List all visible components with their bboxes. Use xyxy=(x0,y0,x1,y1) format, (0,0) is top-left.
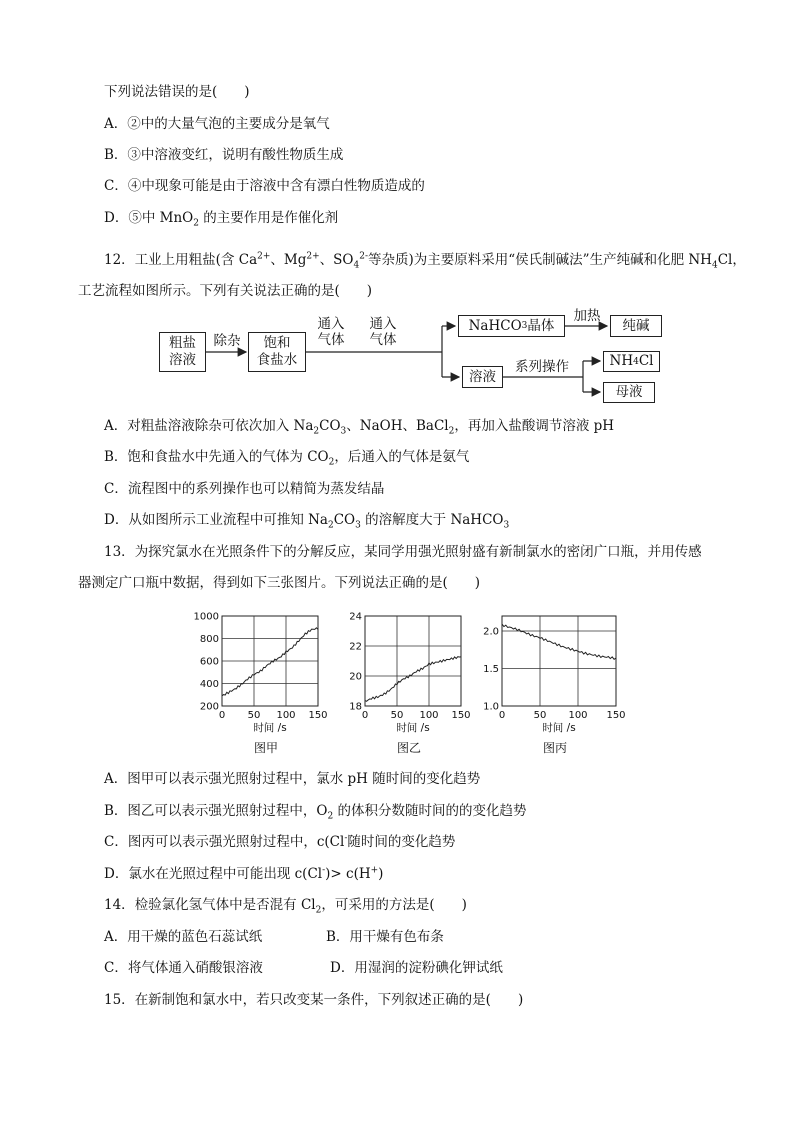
x-tick-label: 50 xyxy=(390,710,404,721)
y-tick-label: 1000 xyxy=(193,611,219,623)
box-solution: 溶液 xyxy=(462,366,503,388)
option-letter: A． xyxy=(104,116,128,132)
option-text: ，再加入盐酸调节溶液 pH xyxy=(454,418,615,434)
superscript: 2- xyxy=(359,251,368,262)
x-tick-label: 0 xyxy=(498,710,506,721)
x-tick-label: 0 xyxy=(361,710,369,721)
subscript: 4 xyxy=(711,260,718,271)
option-text: )> c(H xyxy=(325,866,371,882)
superscript: - xyxy=(344,833,348,844)
superscript: + xyxy=(370,865,379,876)
option-text: 、NaOH、BaCl xyxy=(346,418,449,434)
option-text: 饱和食盐水中先通入的气体为 CO xyxy=(127,449,329,465)
chart-caption: 图丙 xyxy=(542,741,568,755)
option-letter: A． xyxy=(104,418,128,434)
box-text: 粗盐 xyxy=(169,335,196,351)
q13-option-c xyxy=(104,834,455,850)
box-text: 食盐水 xyxy=(256,352,298,368)
option-text: 图甲可以表示强光照射过程中，氯水 pH 随时间的变化趋势 xyxy=(127,771,481,787)
q13-stem-line1 xyxy=(104,544,702,560)
option-text: 图乙可以表示强光照射过程中，O xyxy=(127,803,328,819)
option-letter: D． xyxy=(104,210,129,226)
x-tick-label: 0 xyxy=(218,710,226,721)
box-text: 晶体 xyxy=(527,317,555,334)
y-tick-label: 18 xyxy=(349,701,362,713)
subscript: 3 xyxy=(503,520,510,531)
x-tick-label: 150 xyxy=(451,710,471,721)
y-tick-label: 22 xyxy=(349,641,362,653)
x-tick-label: 100 xyxy=(568,710,588,721)
label-text: 通入 xyxy=(369,316,397,332)
q12-option-b xyxy=(104,449,470,468)
box-text: NH xyxy=(609,353,634,369)
q14-stem xyxy=(104,897,467,916)
y-tick-label: 1.5 xyxy=(483,664,499,675)
q11-prompt: 下列说法错误的是( ) xyxy=(104,84,250,100)
option-text: ，后通入的气体是氨气 xyxy=(334,449,470,465)
stem-text: 、SO xyxy=(319,252,354,268)
option-text: ⑤中 MnO xyxy=(128,210,194,226)
subscript: 4 xyxy=(353,260,360,271)
box-text: 饱和 xyxy=(263,335,291,351)
option-text: 图丙可以表示强光照射过程中，c(Cl xyxy=(127,834,345,850)
option-text: 氯水在光照过程中可能出现 c(Cl xyxy=(128,866,323,882)
option-letter: B． xyxy=(104,147,128,163)
stem-text: Cl， xyxy=(717,252,746,268)
y-tick-label: 24 xyxy=(349,611,362,623)
superscript: - xyxy=(322,865,326,876)
q15-stem xyxy=(104,992,523,1008)
series-line xyxy=(365,657,461,702)
chart-caption: 图乙 xyxy=(396,741,422,755)
option-letter: C． xyxy=(104,178,128,194)
box-soda-ash: 纯碱 xyxy=(610,315,662,337)
label-text: 通入 xyxy=(317,316,345,332)
q14-option-b xyxy=(326,929,444,945)
charts-container xyxy=(0,600,794,770)
label-text: 气体 xyxy=(317,332,345,348)
option-text: ②中的大量气泡的主要成分是氧气 xyxy=(127,116,330,132)
box-text: 溶液 xyxy=(169,352,196,368)
question-number: 14． xyxy=(104,897,135,913)
option-text: 流程图中的系列操作也可以精简为蒸发结晶 xyxy=(127,481,385,497)
option-letter: D． xyxy=(104,512,129,528)
box-nh4cl: NH 4 Cl xyxy=(603,351,660,372)
box-text: Cl xyxy=(638,353,654,369)
option-text: 对粗盐溶液除杂可依次加入 Na xyxy=(127,418,314,434)
x-axis-label: 时间 /s xyxy=(396,722,430,734)
stem-text: ，可采用的方法是( ) xyxy=(321,897,467,913)
option-letter: B． xyxy=(326,929,350,945)
q13-option-d xyxy=(104,866,383,882)
label-series-operations: 系列操作 xyxy=(515,359,569,375)
subscript: 3 xyxy=(355,520,361,531)
label-gas-1 xyxy=(313,316,349,348)
q12-stem-line2: 工艺流程如图所示。下列有关说法正确的是( ) xyxy=(78,283,373,299)
x-axis-label: 时间 /s xyxy=(253,722,287,734)
y-tick-label: 600 xyxy=(199,656,219,668)
label-remove-impurities: 除杂 xyxy=(213,333,241,349)
option-text: 的体积分数随时间的的变化趋势 xyxy=(333,803,527,819)
x-tick-label: 100 xyxy=(276,710,296,721)
x-tick-label: 50 xyxy=(247,710,261,721)
box-crude-salt-solution xyxy=(159,332,206,372)
box-text: NaHCO xyxy=(468,317,522,334)
flow-arrows xyxy=(0,0,794,420)
option-text: 用干燥有色布条 xyxy=(349,929,444,945)
y-tick-label: 200 xyxy=(199,701,219,713)
stem-text: 在新制饱和氯水中，若只改变某一条件，下列叙述正确的是( ) xyxy=(134,992,524,1008)
superscript: 2+ xyxy=(257,251,271,262)
option-text: 随时间的变化趋势 xyxy=(347,834,456,850)
q14-option-d xyxy=(330,960,503,976)
series-line xyxy=(222,628,318,696)
y-tick-label: 800 xyxy=(199,634,219,645)
option-text: 将气体通入硝酸银溶液 xyxy=(127,960,263,976)
stem-text: 为探究氯水在光照条件下的分解反应，某同学用强光照射盛有新制氯水的密闭广口瓶，并用传感 xyxy=(134,544,702,560)
stem-text: 、Mg xyxy=(270,252,307,268)
stem-text: 检验氯化氢气体中是否混有 Cl xyxy=(134,897,316,913)
option-letter: B． xyxy=(104,803,128,819)
option-text: 用湿润的淀粉碘化钾试纸 xyxy=(354,960,503,976)
stem-text: 等杂质)为主要原料采用“侯氏制碱法”生产纯碱和化肥 NH xyxy=(368,252,712,268)
q12-option-d xyxy=(104,512,510,531)
question-number: 12． xyxy=(104,252,135,268)
chart-caption: 图甲 xyxy=(253,741,279,755)
x-tick-label: 150 xyxy=(308,710,328,721)
option-letter: D． xyxy=(330,960,355,976)
y-tick-label: 400 xyxy=(199,679,219,690)
q13-stem-line2: 器测定广口瓶中数据，得到如下三张图片。下列说法正确的是( ) xyxy=(78,575,481,591)
option-letter: C． xyxy=(104,834,128,850)
x-tick-label: 50 xyxy=(533,710,547,721)
option-text: 用干燥的蓝色石蕊试纸 xyxy=(127,929,263,945)
question-number: 15． xyxy=(104,992,135,1008)
option-letter: B． xyxy=(104,449,128,465)
option-text: 的主要作用是作催化剂 xyxy=(198,210,339,226)
option-letter: A． xyxy=(104,771,128,787)
option-text: ③中溶液变红，说明有酸性物质生成 xyxy=(127,147,344,163)
option-letter: C． xyxy=(104,481,128,497)
box-nahco3-crystal: NaHCO 3 晶体 xyxy=(458,315,565,337)
subscript: 2 xyxy=(193,218,199,229)
subscript: 2 xyxy=(313,426,320,437)
y-tick-label: 20 xyxy=(349,671,362,683)
chart-frame xyxy=(365,616,461,706)
q13-option-a xyxy=(104,771,480,787)
box-saturated-brine xyxy=(248,332,306,372)
x-tick-label: 150 xyxy=(606,710,626,721)
q12-option-a xyxy=(104,418,615,437)
subscript: 2 xyxy=(315,905,322,916)
option-text: CO xyxy=(319,418,341,434)
subscript: 3 xyxy=(340,426,347,437)
q14-option-a xyxy=(104,929,262,945)
option-text: ) xyxy=(378,866,384,882)
q14-option-c xyxy=(104,960,263,976)
label-text: 气体 xyxy=(369,332,397,348)
stem-text: 工业上用粗盐(含 Ca xyxy=(134,252,258,268)
box-mother-liquor: 母液 xyxy=(603,382,655,403)
y-tick-label: 1.0 xyxy=(483,701,499,713)
x-tick-label: 100 xyxy=(419,710,439,721)
option-text: CO xyxy=(333,512,356,528)
series-line xyxy=(502,624,616,659)
x-axis-label: 时间 /s xyxy=(542,722,576,734)
q13-option-b xyxy=(104,803,527,822)
subscript: 2 xyxy=(448,426,455,437)
subscript: 2 xyxy=(327,811,334,822)
y-tick-label: 2.0 xyxy=(483,626,499,638)
option-letter: C． xyxy=(104,960,128,976)
question-number: 13． xyxy=(104,544,135,560)
subscript: 2 xyxy=(327,520,334,531)
option-text: ④中现象可能是由于溶液中含有漂白性物质造成的 xyxy=(127,178,425,194)
option-letter: D． xyxy=(104,866,129,882)
option-text: 的溶解度大于 NaHCO xyxy=(360,512,504,528)
label-gas-2 xyxy=(365,316,401,348)
superscript: 2+ xyxy=(306,251,320,262)
option-letter: A． xyxy=(104,929,128,945)
option-text: 从如图所示工业流程中可推知 Na xyxy=(128,512,328,528)
q12-option-c xyxy=(104,481,384,497)
subscript: 2 xyxy=(328,457,335,468)
label-heat: 加热 xyxy=(573,308,601,324)
